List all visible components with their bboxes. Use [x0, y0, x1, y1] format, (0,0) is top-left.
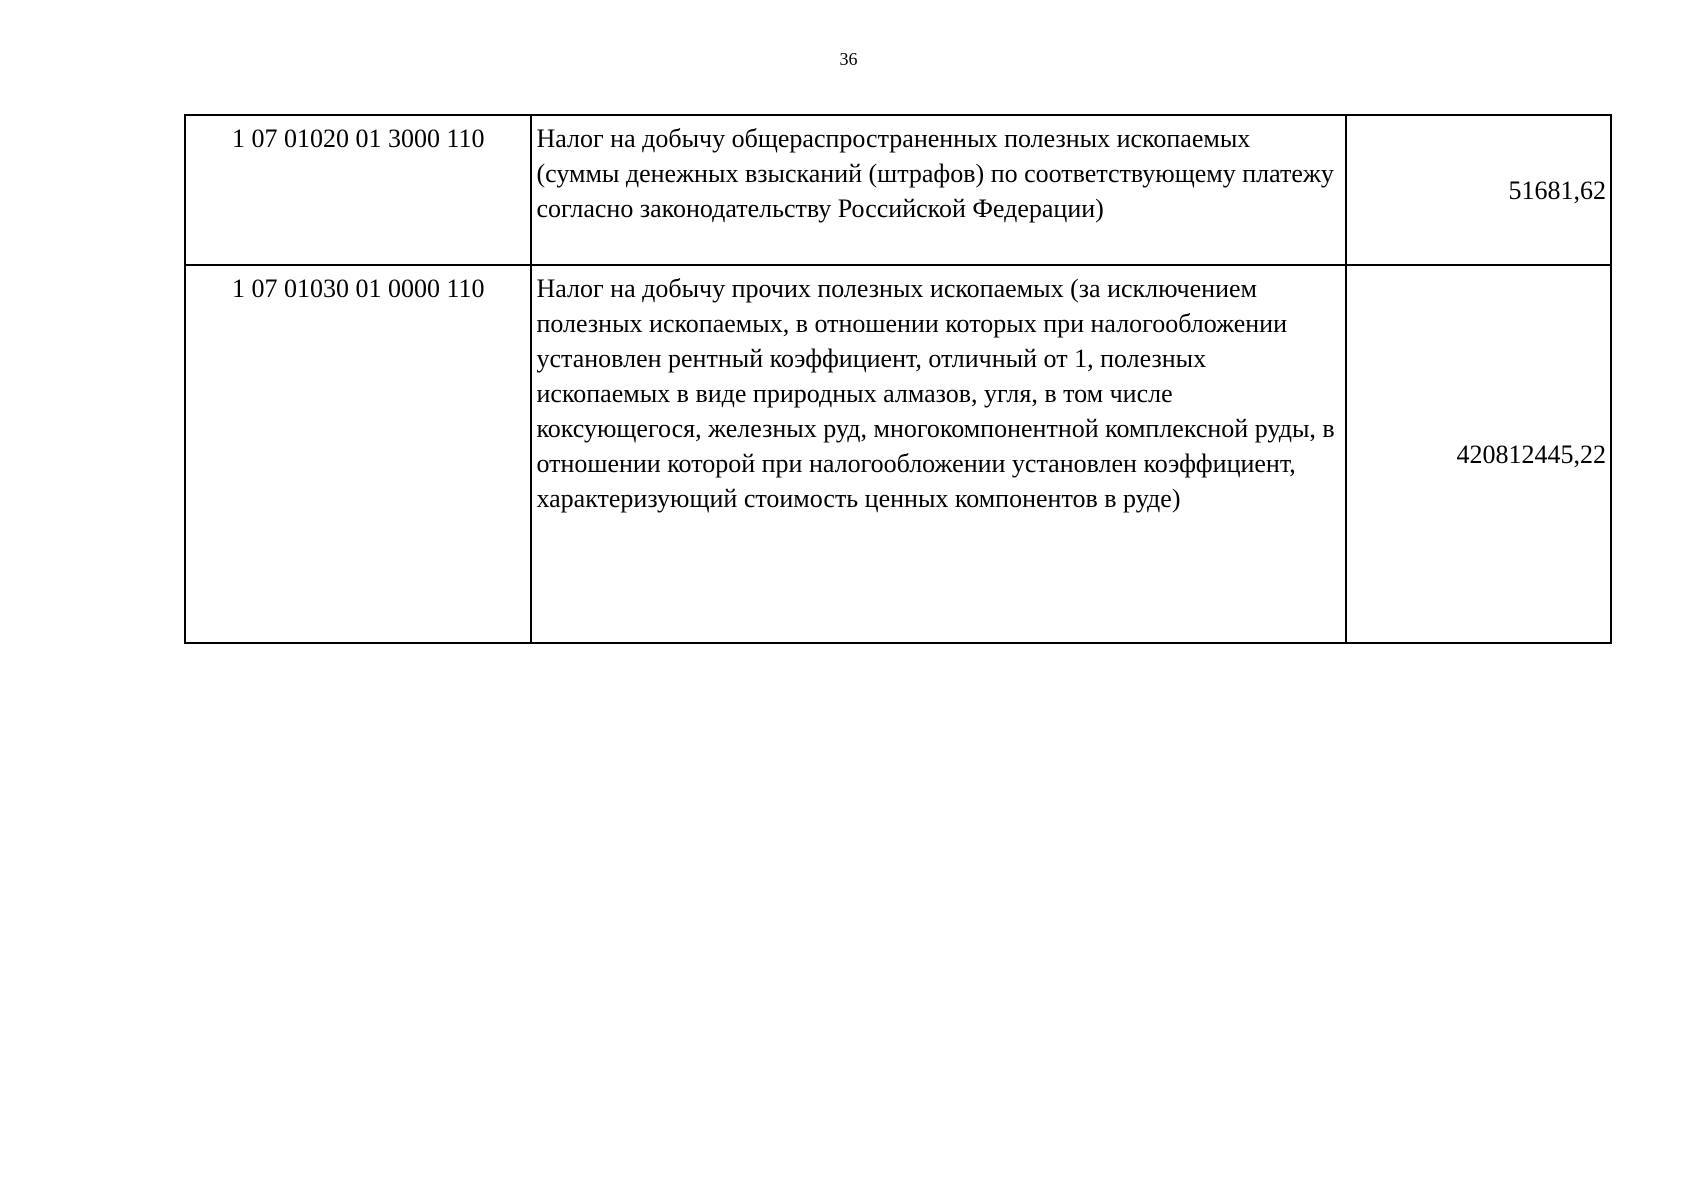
- budget-code-cell: 1 07 01020 01 3000 110: [185, 115, 531, 265]
- table-row: [185, 115, 1611, 265]
- description-cell: Налог на добычу прочих полезных ископаемых (за исключением полезных ископаемых, в отношении которых при налогообложении установлен рентный коэффициент, отличный от 1, полезных ископаемых в виде природных алмазов, угля, в том числе коксующегося, железных руд, многокомпонентной комплексной руды, в отношении которой при налогообложении установлен коэффициент, характеризующий стоимость ценных компонентов в руде): [531, 265, 1345, 643]
- revenue-table: [184, 114, 1612, 644]
- amount-cell: 51681,62: [1346, 115, 1611, 265]
- description-cell: Налог на добычу общераспространенных полезных ископаемых (суммы денежных взысканий (штрафов) по соответствующему платежу согласно законодательству Российской Федерации): [531, 115, 1345, 265]
- budget-code-cell: 1 07 01030 01 0000 110: [185, 265, 531, 643]
- table-row: [185, 265, 1611, 643]
- amount-cell: 420812445,22: [1346, 265, 1611, 643]
- page-number: 36: [839, 49, 858, 69]
